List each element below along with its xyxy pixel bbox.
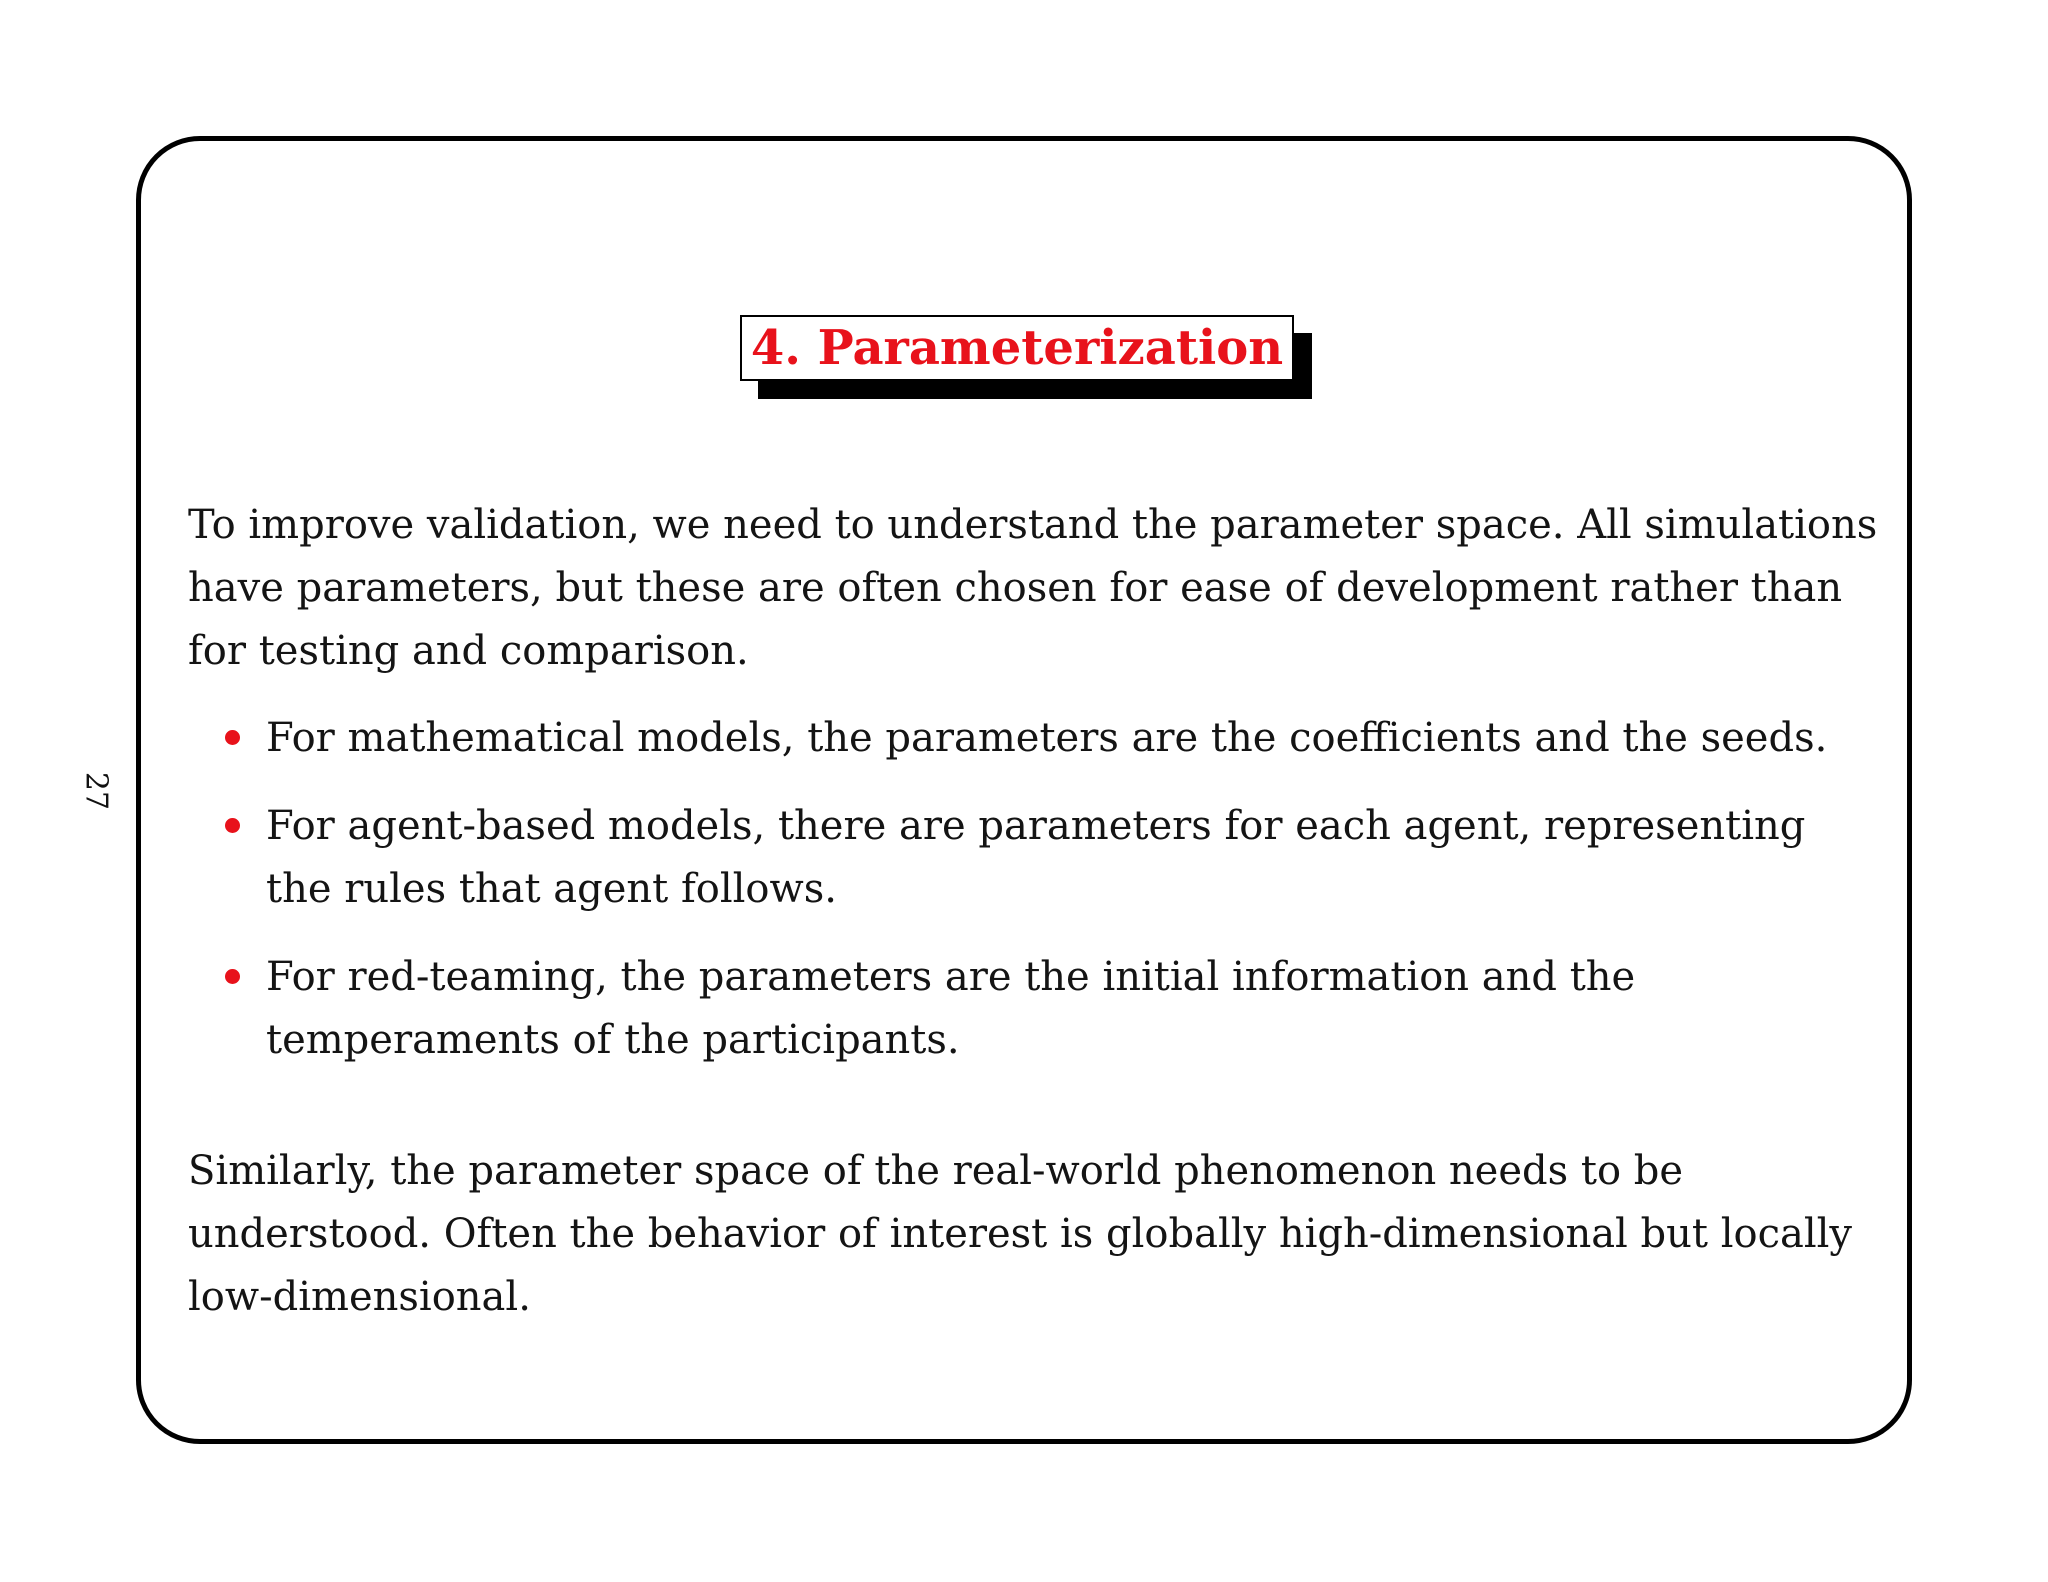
bullet-item [188,795,1878,921]
conclusion-paragraph: Similarly, the parameter space of the real-world phenomenon needs to be understood. Often the behavior of interest is globally high-dimensional but locally low-dimensional. [188,1148,1853,1320]
bullet-text: For red-teaming, the parameters are the initial information and the temperaments of the participants. [266,954,1636,1063]
page-number: 27 [78,771,114,811]
slide-title: 4. Parameterization [750,320,1284,376]
title-box [740,315,1294,381]
bullet-dot-icon [225,818,240,833]
bullet-dot-icon [225,730,240,745]
intro-paragraph: To improve validation, we need to understand the parameter space. All simulations have parameters, but these are often chosen for ease of development rather than for testing and comparison. [188,502,1878,674]
bullet-dot-icon [225,969,240,984]
bullet-item [188,707,1878,770]
bullet-text: For agent-based models, there are parameters for each agent, representing the rules that agent follows. [266,803,1806,912]
bullet-text: For mathematical models, the parameters are the coefficients and the seeds. [266,715,1828,761]
bullet-list [188,707,1878,1072]
slide-content [188,494,1878,1329]
bullet-item [188,946,1878,1072]
slide-title-block [740,315,1294,381]
